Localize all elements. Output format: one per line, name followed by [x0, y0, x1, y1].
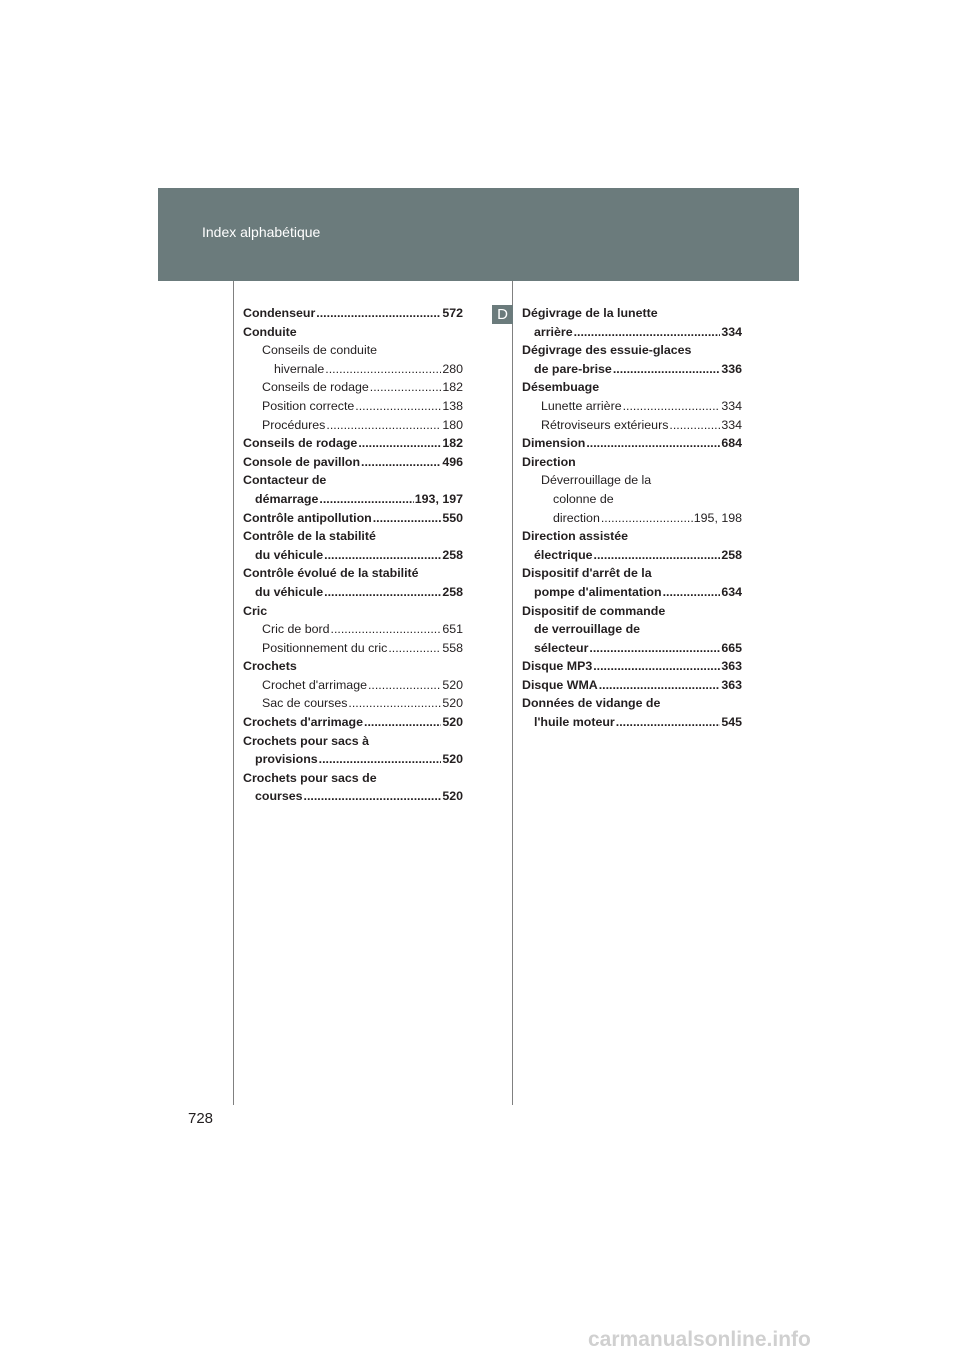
page-number: 728 [188, 1110, 214, 1127]
index-entry-cont: sélecteur ..... 665 [522, 639, 742, 658]
index-entry: Dégivrage de la lunette [522, 306, 658, 320]
index-subentry: Lunette arrière ..... 334 [522, 397, 742, 416]
index-entry: Dispositif de commande [522, 603, 666, 618]
index-entry-cont: l'huile moteur ..... 545 [522, 713, 742, 732]
index-entry: Dimension ..... 684 [522, 434, 742, 453]
index-subentry: Procédures ..... 180 [243, 416, 463, 435]
index-entry: Crochets pour sacs à [243, 733, 370, 748]
index-entry: Crochets [243, 659, 297, 674]
index-entry-cont: courses ..... 520 [243, 787, 463, 806]
index-subentry: Sac de courses ..... 520 [243, 694, 463, 713]
index-entry-cont: pompe d'alimentation ..... 634 [522, 583, 742, 602]
index-entry-cont: arrière ..... 334 [522, 323, 742, 342]
index-entry: Direction [522, 454, 576, 469]
index-subentry: Rétroviseurs extérieurs ..... 334 [522, 416, 742, 435]
index-subentry: direction ..... 195, 198 [522, 509, 742, 528]
index-entry: Dispositif d'arrêt de la [522, 566, 652, 581]
index-entry: Contrôle de la stabilité [243, 529, 376, 544]
section-letter-tab: D [492, 305, 513, 324]
index-subentry: Positionnement du cric ..... 558 [243, 639, 463, 658]
index-subentry: Déverrouillage de la [541, 473, 652, 488]
index-subentry: Conseils de conduite [262, 343, 378, 358]
index-entry: Conseils de rodage ..... 182 [243, 434, 463, 453]
index-entry-cont: électrique ..... 258 [522, 546, 742, 565]
index-column-1 [243, 304, 463, 806]
index-entry: Conduite [243, 324, 297, 339]
index-entry: Disque MP3 ..... 363 [522, 657, 742, 676]
index-subentry: hivernale ..... 280 [243, 360, 463, 379]
index-entry: Désembuage [522, 380, 600, 395]
index-entry: Contrôle évolué de la stabilité [243, 566, 419, 581]
index-entry-cont: de pare-brise ..... 336 [522, 360, 742, 379]
index-entry: Condenseur ..... 572 [243, 304, 463, 323]
index-entry: Direction assistée [522, 529, 629, 544]
index-entry: Cric [243, 603, 268, 618]
index-entry: Crochets pour sacs de [243, 770, 377, 785]
header-title: Index alphabétique [202, 224, 321, 240]
index-subentry: Crochet d'arrimage ..... 520 [243, 676, 463, 695]
index-entry-cont: provisions ..... 520 [243, 750, 463, 769]
watermark-url: carmanualsonline.info [588, 1328, 811, 1351]
index-subentry: colonne de [553, 491, 614, 506]
index-entry: Crochets d'arrimage ..... 520 [243, 713, 463, 732]
index-entry-cont: du véhicule ..... 258 [243, 583, 463, 602]
index-subentry: Conseils de rodage ..... 182 [243, 378, 463, 397]
index-entry: Données de vidange de [522, 696, 661, 711]
index-column-2 [522, 304, 742, 732]
index-entry: Console de pavillon ..... 496 [243, 453, 463, 472]
page-header [158, 188, 799, 281]
index-entry: Contacteur de [243, 473, 327, 488]
index-entry: Contrôle antipollution ..... 550 [243, 509, 463, 528]
index-subentry: Cric de bord ..... 651 [243, 620, 463, 639]
index-entry: Disque WMA ..... 363 [522, 676, 742, 695]
index-entry-cont: démarrage ..... 193, 197 [243, 490, 463, 509]
index-subentry: Position correcte ..... 138 [243, 397, 463, 416]
index-entry: Dégivrage des essuie-glaces [522, 343, 692, 358]
index-entry-cont: du véhicule ..... 258 [243, 546, 463, 565]
index-entry-cont: de verrouillage de [534, 622, 641, 637]
left-column-rule [233, 281, 234, 1105]
right-column-rule [512, 281, 513, 1105]
